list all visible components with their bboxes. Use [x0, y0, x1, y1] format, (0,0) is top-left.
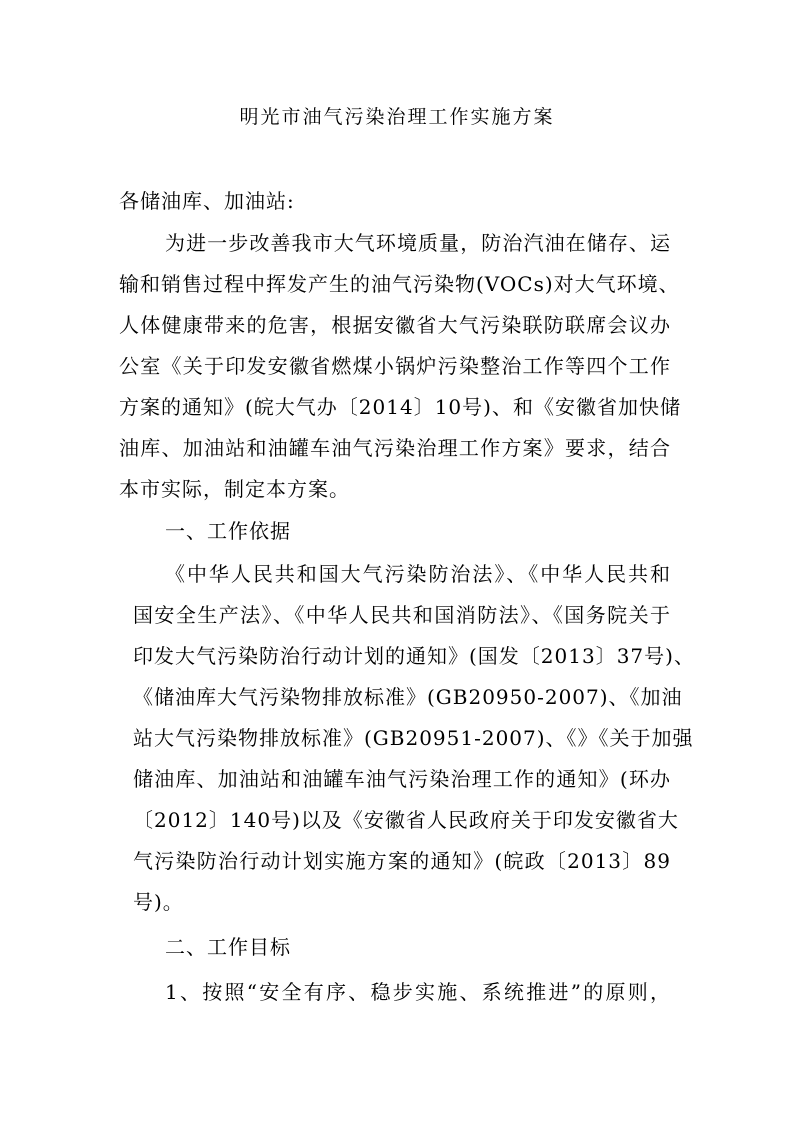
intro-line-7: 本市实际，制定本方案。	[119, 477, 350, 501]
intro-line-2: 输和销售过程中挥发产生的油气污染物(VOCs)对大气环境、	[119, 272, 680, 296]
goal-item-1: 1、按照“安全有序、稳步实施、系统推进”的原则，	[165, 980, 671, 1004]
basis-line-5: 站大气污染物排放标准》(GB20951-2007)、《》《关于加强	[133, 726, 694, 750]
salutation: 各储油库、加油站:	[119, 189, 295, 213]
intro-line-3: 人体健康带来的危害，根据安徽省大气污染联防联席会议办	[119, 313, 671, 337]
basis-line-6: 储油库、加油站和油罐车油气污染治理工作的通知》(环办	[133, 767, 671, 791]
section-heading-goals: 二、工作目标	[165, 935, 291, 959]
basis-line-9: 号)。	[133, 890, 184, 914]
basis-line-8: 气污染防治行动计划实施方案的通知》(皖政〔2013〕89	[133, 849, 671, 873]
intro-line-6: 油库、加油站和油罐车油气污染治理工作方案》要求，结合	[119, 436, 671, 460]
intro-line-4: 公室《关于印发安徽省燃煤小锅炉污染整治工作等四个工作	[119, 354, 671, 378]
basis-line-7: 〔2012〕140号)以及《安徽省人民政府关于印发安徽省大	[133, 808, 679, 832]
basis-line-2: 国安全生产法》、《中华人民共和国消防法》、《国务院关于	[133, 603, 671, 627]
basis-line-4: 《储油库大气污染物排放标准》(GB20950-2007)、《加油	[133, 685, 683, 709]
intro-line-1: 为进一步改善我市大气环境质量，防治汽油在储存、运	[165, 231, 671, 255]
basis-line-1: 《中华人民共和国大气污染防治法》、《中华人民共和	[165, 562, 671, 586]
intro-line-5: 方案的通知》(皖大气办〔2014〕10号)、和《安徽省加快储	[119, 395, 681, 419]
basis-line-3: 印发大气污染防治行动计划的通知》(国发〔2013〕37号)、	[133, 644, 695, 668]
document-title: 明光市油气污染治理工作实施方案	[239, 106, 555, 128]
section-heading-basis: 一、工作依据	[165, 519, 291, 543]
